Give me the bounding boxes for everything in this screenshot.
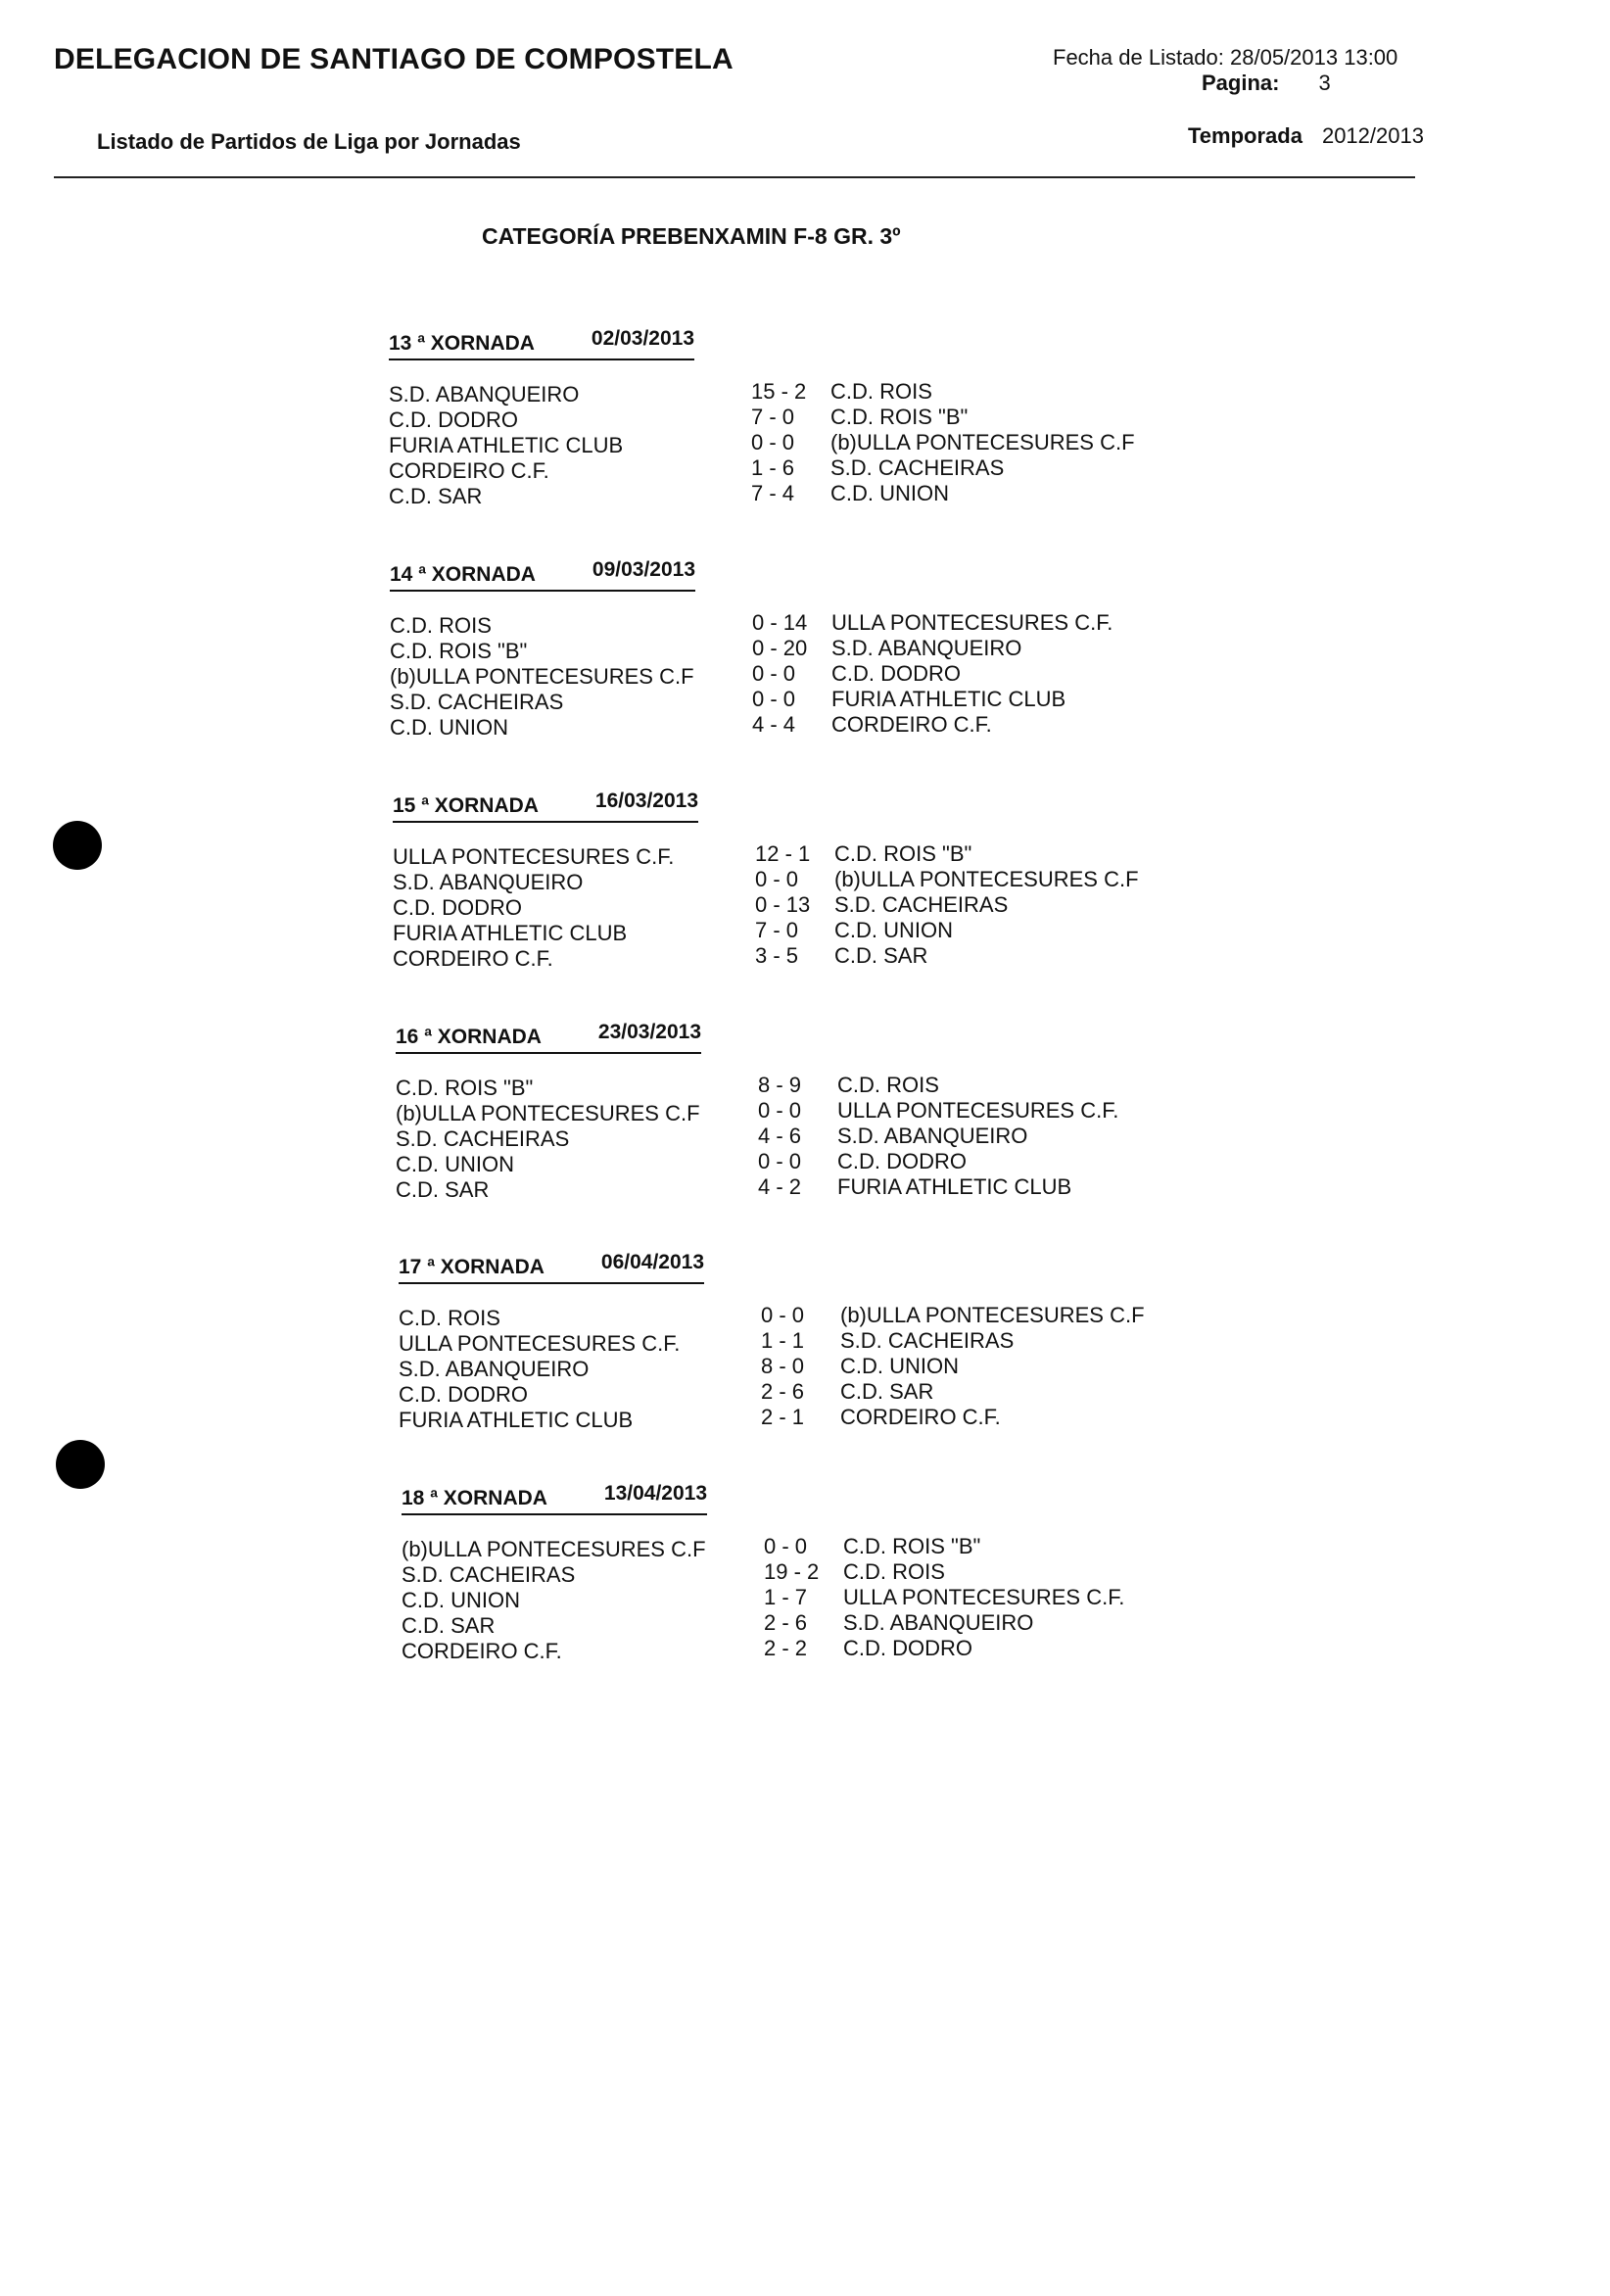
- home-team: CORDEIRO C.F.: [402, 1639, 562, 1663]
- score: 2 - 2: [764, 1636, 808, 1660]
- page-label: Pagina:: [1202, 71, 1280, 95]
- away-team: (b)ULLA PONTECESURES C.F: [834, 867, 1139, 891]
- match-list: [393, 841, 1176, 972]
- score: 12 - 1: [755, 841, 811, 866]
- round-14: [390, 558, 1173, 741]
- away-team: FURIA ATHLETIC CLUB: [831, 687, 1066, 711]
- score: 19 - 2: [764, 1559, 820, 1584]
- page-indicator: [1202, 71, 1331, 96]
- round-header: [389, 327, 694, 360]
- match-row: [402, 1636, 1185, 1664]
- score: 0 - 0: [752, 661, 796, 686]
- round-15: [393, 789, 1176, 972]
- round-header: [396, 1021, 701, 1054]
- home-team: C.D. UNION: [390, 715, 508, 740]
- home-team: FURIA ATHLETIC CLUB: [399, 1408, 634, 1432]
- home-team: CORDEIRO C.F.: [393, 946, 553, 971]
- round-date: 13/04/2013: [603, 1482, 707, 1505]
- match-row: [399, 1405, 1182, 1433]
- match-list: [390, 610, 1173, 741]
- away-team: C.D. ROIS "B": [834, 841, 972, 866]
- away-team: C.D. SAR: [840, 1379, 934, 1404]
- score: 0 - 13: [755, 892, 811, 917]
- away-team: (b)ULLA PONTECESURES C.F: [830, 430, 1135, 454]
- home-team: ULLA PONTECESURES C.F.: [393, 844, 675, 869]
- header-divider: [54, 176, 1415, 178]
- away-team: S.D. ABANQUEIRO: [831, 636, 1022, 660]
- away-team: CORDEIRO C.F.: [831, 712, 992, 737]
- home-team: C.D. ROIS: [399, 1306, 500, 1330]
- round-header: [390, 558, 695, 592]
- round-date: 23/03/2013: [597, 1021, 701, 1043]
- round-name: 18 ª XORNADA: [402, 1487, 547, 1509]
- match-list: [402, 1534, 1185, 1664]
- match-row: [390, 712, 1173, 741]
- round-header: [399, 1251, 704, 1284]
- away-team: C.D. ROIS: [837, 1073, 939, 1097]
- home-team: C.D. SAR: [396, 1177, 490, 1202]
- score: 7 - 4: [751, 481, 795, 505]
- round-header: [393, 789, 698, 823]
- round-date: 09/03/2013: [592, 558, 695, 581]
- score: 0 - 20: [752, 636, 808, 660]
- home-team: ULLA PONTECESURES C.F.: [399, 1331, 681, 1356]
- home-team: (b)ULLA PONTECESURES C.F: [396, 1101, 700, 1125]
- score: 15 - 2: [751, 379, 807, 404]
- score: 0 - 0: [752, 687, 796, 711]
- away-team: ULLA PONTECESURES C.F.: [843, 1585, 1125, 1609]
- home-team: C.D. DODRO: [399, 1382, 528, 1407]
- home-team: S.D. ABANQUEIRO: [399, 1357, 590, 1381]
- score: 4 - 4: [752, 712, 796, 737]
- home-team: C.D. ROIS "B": [396, 1076, 534, 1100]
- score: 8 - 0: [761, 1354, 805, 1378]
- match-list: [396, 1073, 1179, 1203]
- score: 0 - 0: [755, 867, 799, 891]
- round-name: 16 ª XORNADA: [396, 1026, 542, 1048]
- away-team: CORDEIRO C.F.: [840, 1405, 1001, 1429]
- home-team: C.D. UNION: [402, 1588, 520, 1612]
- home-team: C.D. DODRO: [393, 895, 522, 920]
- score: 0 - 0: [761, 1303, 805, 1327]
- score: 2 - 6: [761, 1379, 805, 1404]
- away-team: C.D. UNION: [840, 1354, 959, 1378]
- home-team: S.D. ABANQUEIRO: [389, 382, 580, 407]
- away-team: C.D. SAR: [834, 943, 928, 968]
- away-team: S.D. CACHEIRAS: [830, 455, 1005, 480]
- score: 0 - 0: [764, 1534, 808, 1558]
- home-team: C.D. SAR: [402, 1613, 496, 1638]
- away-team: S.D. CACHEIRAS: [840, 1328, 1015, 1353]
- away-team: C.D. ROIS: [843, 1559, 945, 1584]
- list-date: Fecha de Listado: 28/05/2013 13:00: [1053, 45, 1398, 70]
- score: 0 - 14: [752, 610, 808, 635]
- home-team: CORDEIRO C.F.: [389, 458, 549, 483]
- round-header: [402, 1482, 707, 1515]
- away-team: S.D. CACHEIRAS: [834, 892, 1009, 917]
- score: 4 - 6: [758, 1124, 802, 1148]
- home-team: C.D. ROIS: [390, 613, 492, 638]
- match-row: [389, 481, 1172, 509]
- away-team: C.D. ROIS "B": [830, 405, 969, 429]
- round-name: 15 ª XORNADA: [393, 794, 539, 817]
- score: 0 - 0: [758, 1098, 802, 1123]
- category-title: CATEGORÍA PREBENXAMIN F-8 GR. 3º: [482, 223, 901, 249]
- home-team: (b)ULLA PONTECESURES C.F: [402, 1537, 706, 1561]
- home-team: S.D. CACHEIRAS: [396, 1126, 570, 1151]
- home-team: S.D. CACHEIRAS: [402, 1562, 576, 1587]
- score: 1 - 6: [751, 455, 795, 480]
- home-team: S.D. CACHEIRAS: [390, 690, 564, 714]
- away-team: C.D. ROIS: [830, 379, 932, 404]
- season-label: Temporada: [1188, 123, 1302, 148]
- away-team: C.D. UNION: [834, 918, 953, 942]
- away-team: ULLA PONTECESURES C.F.: [831, 610, 1113, 635]
- match-row: [396, 1174, 1179, 1203]
- round-date: 02/03/2013: [591, 327, 694, 350]
- away-team: C.D. DODRO: [837, 1149, 967, 1173]
- page-number: 3: [1318, 71, 1331, 95]
- round-name: 17 ª XORNADA: [399, 1256, 545, 1278]
- home-team: FURIA ATHLETIC CLUB: [389, 433, 624, 457]
- round-18: [402, 1482, 1185, 1664]
- score: 1 - 1: [761, 1328, 805, 1353]
- away-team: S.D. ABANQUEIRO: [843, 1610, 1034, 1635]
- match-list: [389, 379, 1172, 509]
- punch-hole-bottom: [56, 1440, 105, 1489]
- away-team: C.D. DODRO: [831, 661, 961, 686]
- score: 0 - 0: [751, 430, 795, 454]
- round-17: [399, 1251, 1182, 1433]
- away-team: FURIA ATHLETIC CLUB: [837, 1174, 1072, 1199]
- score: 1 - 7: [764, 1585, 808, 1609]
- home-team: C.D. UNION: [396, 1152, 514, 1176]
- round-name: 14 ª XORNADA: [390, 563, 536, 586]
- home-team: C.D. DODRO: [389, 407, 518, 432]
- match-row: [393, 943, 1176, 972]
- round-date: 06/04/2013: [600, 1251, 704, 1273]
- score: 8 - 9: [758, 1073, 802, 1097]
- punch-hole-top: [53, 821, 102, 870]
- list-title: Listado de Partidos de Liga por Jornadas: [97, 129, 521, 154]
- home-team: FURIA ATHLETIC CLUB: [393, 921, 628, 945]
- away-team: C.D. ROIS "B": [843, 1534, 981, 1558]
- season: [1188, 123, 1424, 149]
- home-team: C.D. ROIS "B": [390, 639, 528, 663]
- score: 0 - 0: [758, 1149, 802, 1173]
- away-team: ULLA PONTECESURES C.F.: [837, 1098, 1119, 1123]
- round-13: [389, 327, 1172, 509]
- score: 2 - 6: [764, 1610, 808, 1635]
- away-team: (b)ULLA PONTECESURES C.F: [840, 1303, 1145, 1327]
- round-name: 13 ª XORNADA: [389, 332, 535, 355]
- org-title: DELEGACION DE SANTIAGO DE COMPOSTELA: [54, 43, 734, 75]
- score: 3 - 5: [755, 943, 799, 968]
- home-team: S.D. ABANQUEIRO: [393, 870, 584, 894]
- match-list: [399, 1303, 1182, 1433]
- score: 7 - 0: [755, 918, 799, 942]
- away-team: C.D. UNION: [830, 481, 949, 505]
- home-team: C.D. SAR: [389, 484, 483, 508]
- home-team: (b)ULLA PONTECESURES C.F: [390, 664, 694, 689]
- round-16: [396, 1021, 1179, 1203]
- score: 4 - 2: [758, 1174, 802, 1199]
- away-team: C.D. DODRO: [843, 1636, 972, 1660]
- round-date: 16/03/2013: [594, 789, 698, 812]
- away-team: S.D. ABANQUEIRO: [837, 1124, 1028, 1148]
- score: 2 - 1: [761, 1405, 805, 1429]
- score: 7 - 0: [751, 405, 795, 429]
- season-value: 2012/2013: [1321, 123, 1424, 148]
